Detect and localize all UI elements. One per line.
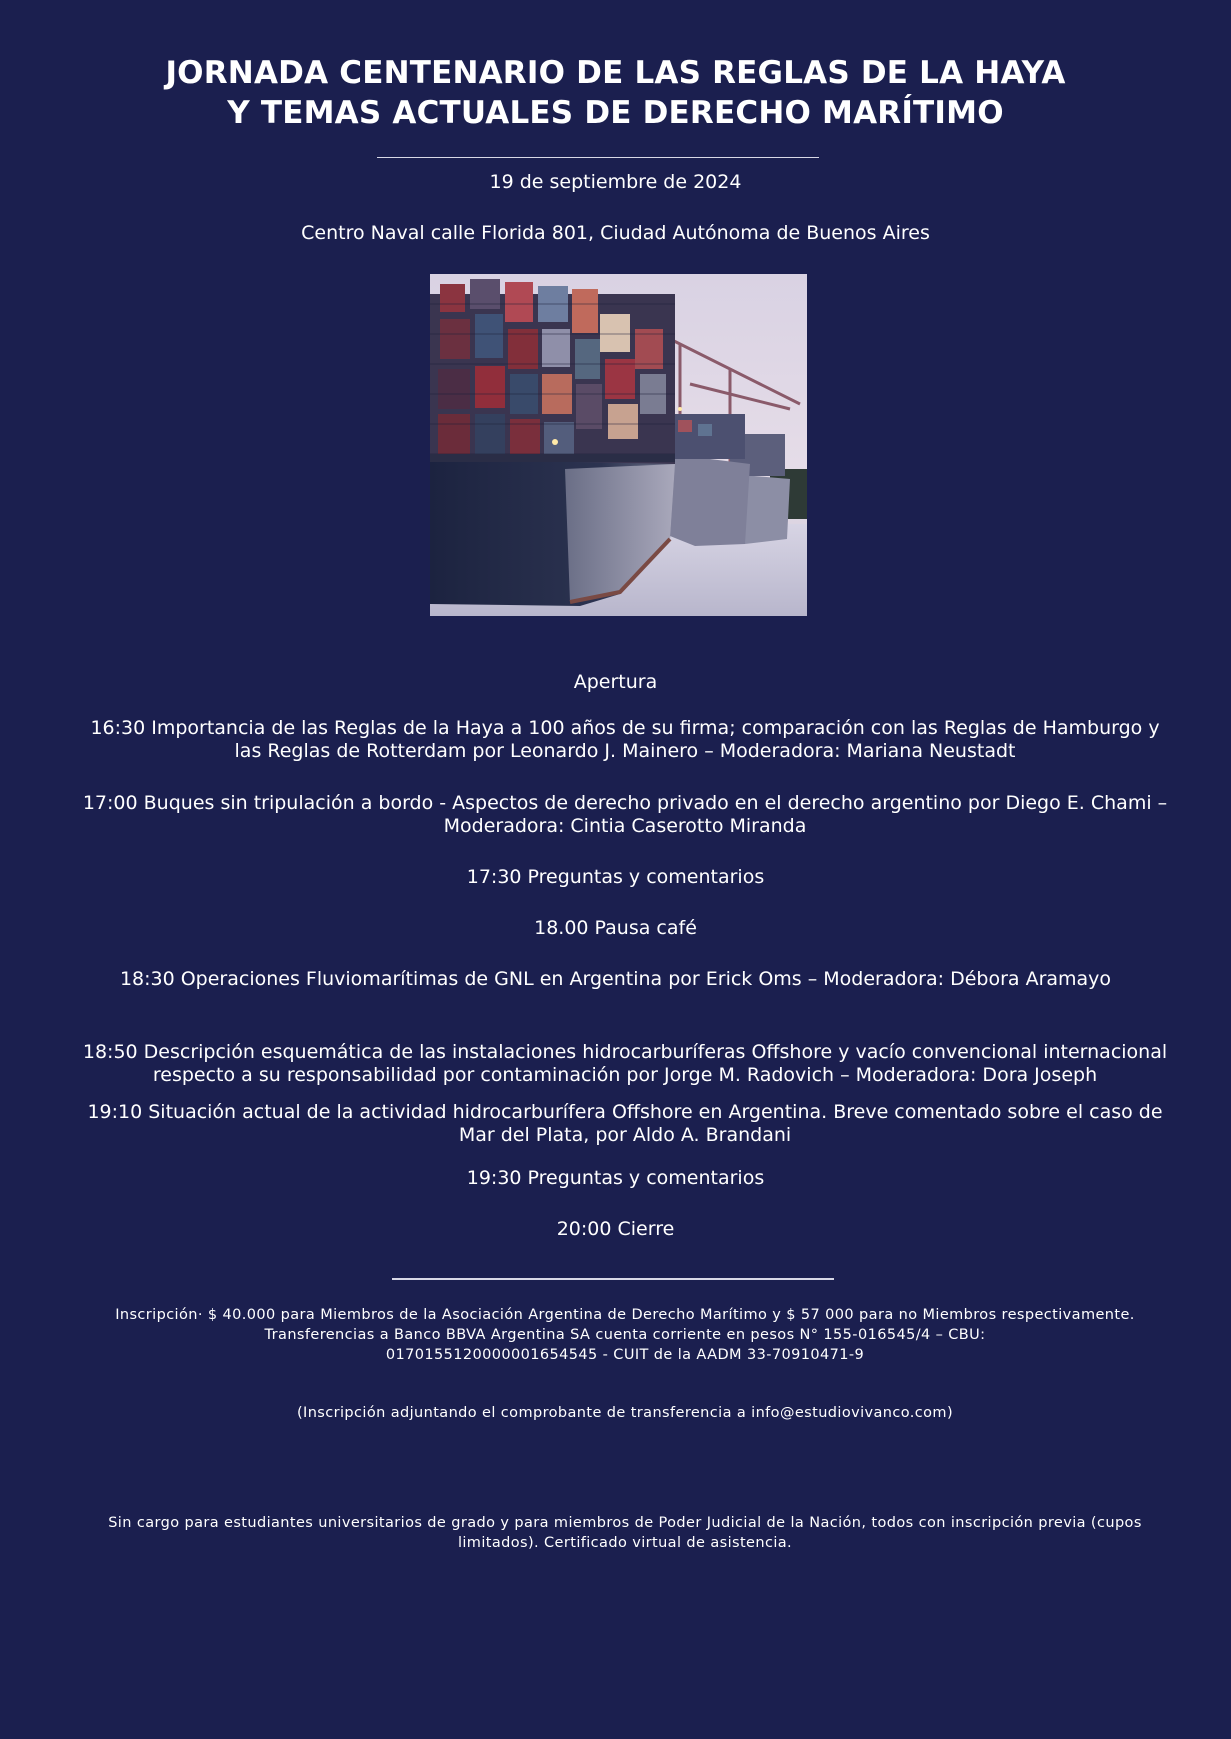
program-opening: Apertura	[573, 671, 658, 693]
program-item-5: 18:30 Operaciones Fluviomarítimas de GNL en Argentina por Erick Oms – Moderadora: Débora Aramayo	[119, 968, 1112, 990]
footer-divider	[392, 1278, 834, 1280]
event-title	[0, 53, 1231, 133]
registration-bank: Transferencias a Banco BBVA Argentina SA cuenta corriente en pesos N° 155-016545/4 – CBU:	[264, 1327, 986, 1343]
title-line-1: JORNADA CENTENARIO DE LAS REGLAS DE LA HAYA	[165, 55, 1066, 91]
registration-fees: Inscripción· $ 40.000 para Miembros de la Asociación Argentina de Derecho Marítimo y $ 57 000 para no Miembros respectivamente.	[115, 1307, 1135, 1323]
registration-note: (Inscripción adjuntando el comprobante de transferencia a info@estudiovivanco.com)	[296, 1405, 954, 1421]
program-item-6: 18:50 Descripción esquemática de las instalaciones hidrocarburíferas Offshore y vacío convencional internacional respecto a su responsabilidad por contaminación por Jorge M. Radovich – Moderadora: Dora Joseph	[82, 1041, 1168, 1086]
event-date: 19 de septiembre de 2024	[489, 171, 742, 193]
program-item-3: 17:30 Preguntas y comentarios	[466, 866, 765, 888]
title-divider	[377, 157, 819, 158]
program-item-7: 19:10 Situación actual de la actividad hidrocarburífera Offshore en Argentina. Breve comentado sobre el caso de Mar del Plata, por Aldo A. Brandani	[87, 1101, 1163, 1146]
registration-cbu: 0170155120000001654545 - CUIT de la AADM 33-70910471-9	[385, 1347, 865, 1363]
free-admission-note: Sin cargo para estudiantes universitarios de grado y para miembros de Poder Judicial de la Nación, todos con inscripción previa (cupos limitados). Certificado virtual de asistencia.	[108, 1515, 1142, 1551]
program-item-1: 16:30 Importancia de las Reglas de la Haya a 100 años de su firma; comparación con las Reglas de Hamburgo y las Reglas de Rotterdam por Leonardo J. Mainero – Moderadora: Mariana Neustadt	[90, 717, 1160, 762]
title-line-2: Y TEMAS ACTUALES DE DERECHO MARÍTIMO	[227, 95, 1004, 131]
program-item-4: 18.00 Pausa café	[534, 917, 697, 939]
event-venue: Centro Naval calle Florida 801, Ciudad Autónoma de Buenos Aires	[301, 222, 930, 244]
container-ship-photo	[430, 274, 807, 616]
program-item-9: 20:00 Cierre	[556, 1218, 675, 1240]
program-item-8: 19:30 Preguntas y comentarios	[466, 1167, 765, 1189]
program-item-2: 17:00 Buques sin tripulación a bordo - Aspectos de derecho privado en el derecho argentino por Diego E. Chami – Moderadora: Cintia Caserotto Miranda	[82, 792, 1168, 837]
registration-info	[80, 1305, 1170, 1365]
